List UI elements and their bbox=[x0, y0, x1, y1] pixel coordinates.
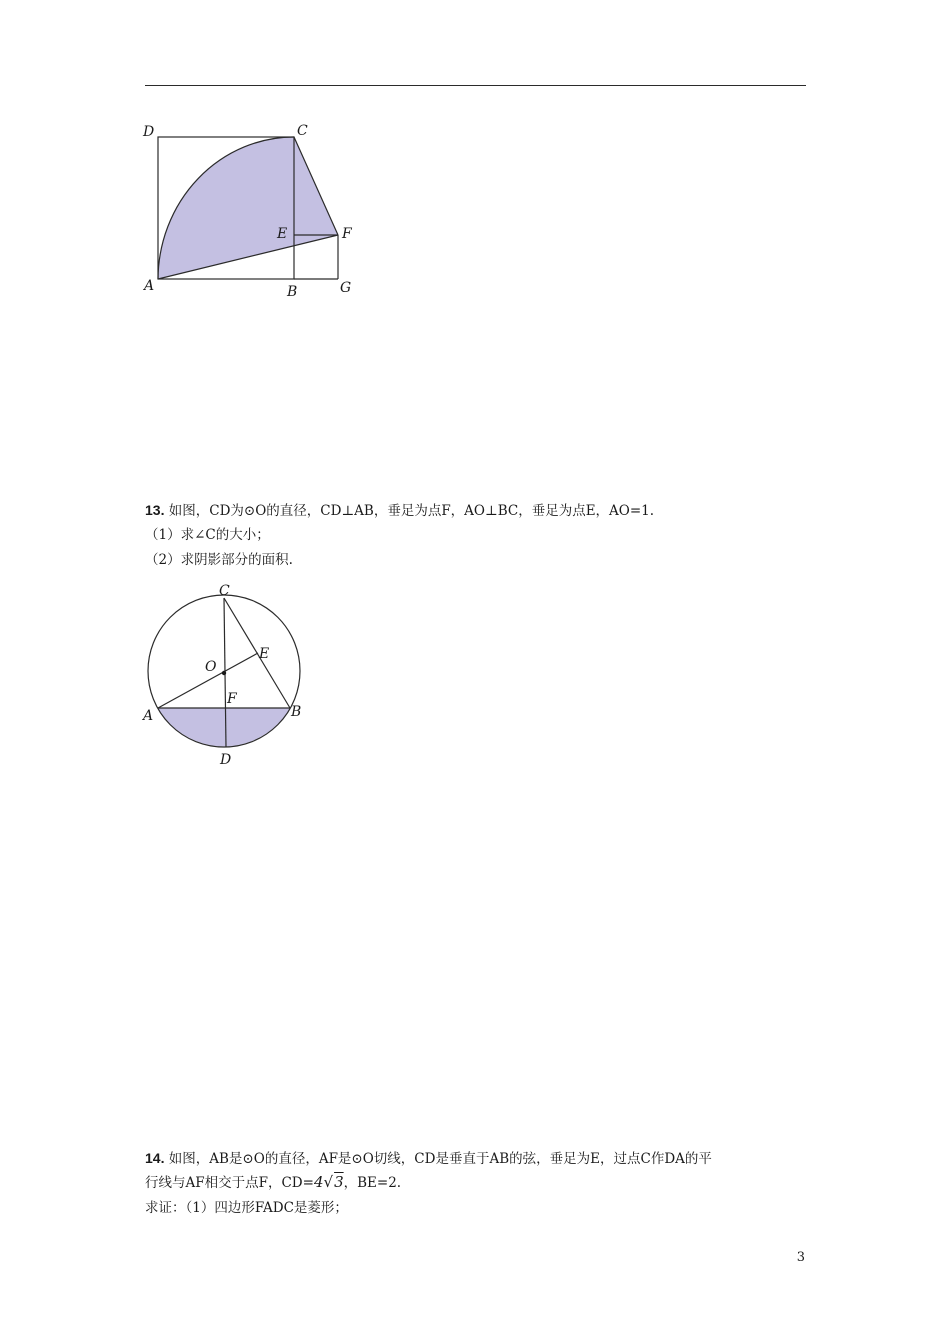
shaded-segment bbox=[158, 708, 290, 746]
label-o: O bbox=[205, 659, 217, 675]
q13-stem-text: 如图，CD为⊙O的直径，CD⊥AB，垂足为点F，AO⊥BC，垂足为点E，AO=1. bbox=[168, 503, 655, 519]
q13-part2: （2）求阴影部分的面积. bbox=[145, 552, 293, 568]
q13-number: 13. bbox=[145, 502, 165, 518]
label-c: C bbox=[297, 123, 308, 139]
label-g: G bbox=[340, 280, 352, 296]
figure-circle bbox=[135, 580, 315, 770]
shaded-region bbox=[158, 137, 338, 279]
label-b: B bbox=[287, 284, 298, 300]
q14-prove: 求证：（1）四边形FADC是菱形； bbox=[145, 1200, 348, 1216]
label-f: F bbox=[227, 691, 237, 707]
header-rule bbox=[145, 85, 806, 86]
center-dot bbox=[222, 671, 226, 675]
label-a: A bbox=[143, 708, 154, 724]
label-d: D bbox=[220, 752, 232, 768]
q13-part1: （1）求∠C的大小； bbox=[145, 527, 270, 543]
label-a: A bbox=[144, 278, 155, 294]
figure-quarter-circle bbox=[135, 120, 365, 300]
q14-number: 14. bbox=[145, 1150, 165, 1166]
cd-value: 4√3 bbox=[313, 1173, 344, 1191]
q14-line1-text: 如图，AB是⊙O的直径，AF是⊙O切线，CD是垂直于AB的弦，垂足为E，过点C作DA的平 bbox=[168, 1151, 712, 1167]
label-b: B bbox=[291, 704, 302, 720]
q14-line2 bbox=[145, 1172, 401, 1193]
q14-line1 bbox=[145, 1148, 712, 1169]
q13-stem bbox=[145, 500, 654, 521]
label-d: D bbox=[143, 124, 155, 140]
page-number: 3 bbox=[796, 1250, 805, 1265]
q14-line2-post: ，BE=2. bbox=[343, 1175, 402, 1191]
q14-line2-pre: 行线与AF相交于点F，CD= bbox=[145, 1175, 314, 1191]
label-c: C bbox=[219, 583, 230, 599]
cd-radicand: 3 bbox=[334, 1173, 344, 1191]
label-e: E bbox=[277, 226, 288, 242]
label-e: E bbox=[259, 646, 270, 662]
cd-coefficient: 4 bbox=[313, 1173, 324, 1191]
label-f: F bbox=[342, 226, 352, 242]
